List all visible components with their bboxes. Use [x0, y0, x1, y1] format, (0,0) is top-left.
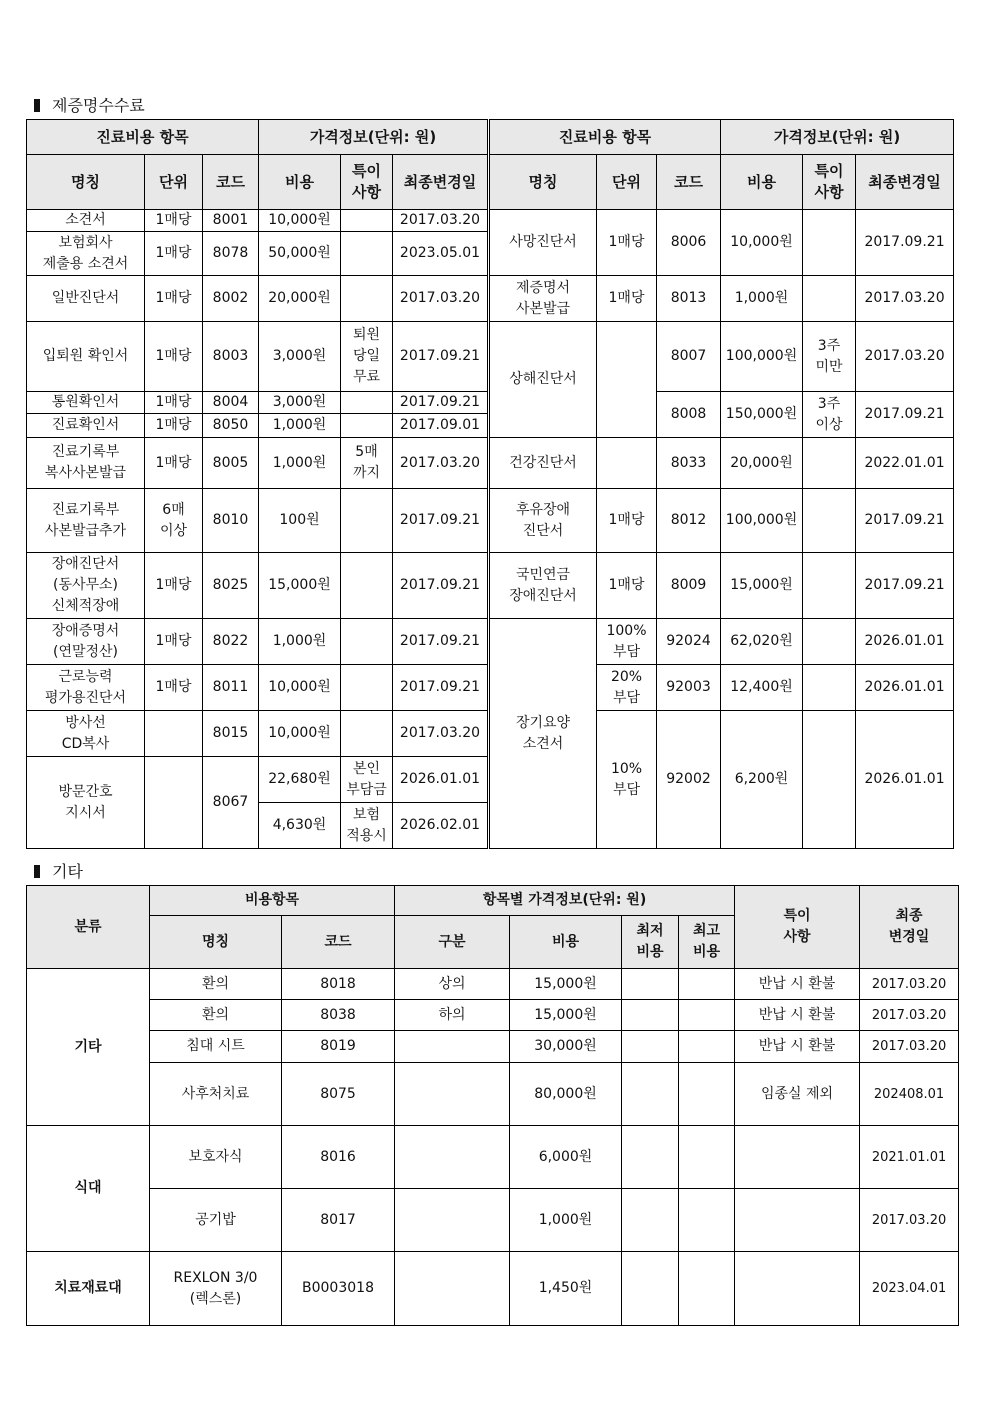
cell-note	[803, 210, 856, 276]
cell-code: 8006	[657, 210, 721, 276]
cell-cost: 6,200원	[721, 711, 803, 849]
cell-code: 8050	[203, 414, 259, 438]
cell-cost: 10,000원	[259, 210, 341, 232]
group-header-item: 진료비용 항목	[489, 120, 721, 155]
cell-date: 2017.03.20	[393, 438, 489, 489]
cell-code: 8012	[657, 489, 721, 553]
cell-note	[341, 392, 393, 414]
cell-code: 8016	[282, 1126, 395, 1189]
cell-date: 2026.01.01	[856, 619, 954, 665]
cell-code: 8005	[203, 438, 259, 489]
cell-name: 건강진단서	[489, 438, 597, 489]
cell-cost: 1,000원	[259, 619, 341, 665]
cell-cost: 6,000원	[510, 1126, 622, 1189]
cell-name: 장기요양 소견서	[489, 619, 597, 849]
col-header-name: 명칭	[27, 155, 145, 210]
group-header-price: 가격정보(단위: 원)	[721, 120, 954, 155]
cell-code: 8022	[203, 619, 259, 665]
cell-cost: 100,000원	[721, 489, 803, 553]
cell-type	[395, 1063, 510, 1126]
cell-type	[395, 1126, 510, 1189]
cell-date: 2017.09.21	[393, 619, 489, 665]
section-title-other: 기타	[34, 862, 83, 882]
cell-max	[679, 1252, 735, 1326]
cell-note	[803, 665, 856, 711]
cell-code: 8078	[203, 232, 259, 276]
cell-cost: 15,000원	[259, 553, 341, 619]
cell-code: 8004	[203, 392, 259, 414]
cell-code: 8001	[203, 210, 259, 232]
cell-unit: 1매당	[597, 553, 657, 619]
cell-name: 진료확인서	[27, 414, 145, 438]
cell-unit: 1매당	[145, 414, 203, 438]
cell-unit: 1매당	[145, 210, 203, 232]
cell-date: 2017.09.21	[393, 553, 489, 619]
cell-code: 92024	[657, 619, 721, 665]
cell-unit: 1매당	[597, 210, 657, 276]
cell-unit	[145, 711, 203, 757]
cell-cost: 150,000원	[721, 392, 803, 438]
cell-name: 환의	[150, 1000, 282, 1031]
cell-date: 2017.09.21	[393, 489, 489, 553]
cell-type	[395, 1031, 510, 1063]
cell-note	[341, 414, 393, 438]
cell-unit: 10% 부담	[597, 711, 657, 849]
cell-note	[735, 1126, 860, 1189]
cell-name: 소견서	[27, 210, 145, 232]
cell-date: 2017.03.20	[856, 276, 954, 322]
group-header-price: 항목별 가격정보(단위: 원)	[395, 886, 735, 916]
cell-date: 2017.03.20	[856, 322, 954, 392]
cell-code: 8010	[203, 489, 259, 553]
cell-note	[803, 711, 856, 849]
cell-unit: 1매당	[145, 553, 203, 619]
cell-date: 2026.02.01	[393, 803, 489, 849]
cell-note	[341, 232, 393, 276]
col-header-date: 최종변경일	[856, 155, 954, 210]
cell-name: 제증명서 사본발급	[489, 276, 597, 322]
cell-unit: 1매당	[145, 619, 203, 665]
cell-note: 반납 시 환불	[735, 1000, 860, 1031]
cell-note	[341, 276, 393, 322]
cell-note: 반납 시 환불	[735, 1031, 860, 1063]
cell-max	[679, 1031, 735, 1063]
cell-note: 5매 까지	[341, 438, 393, 489]
cell-max	[679, 969, 735, 1000]
cell-name: 진료기록부 복사사본발급	[27, 438, 145, 489]
col-header-type: 구분	[395, 916, 510, 969]
cell-name: 방사선 CD복사	[27, 711, 145, 757]
cell-unit: 1매당	[597, 276, 657, 322]
section-bullet-icon	[34, 865, 40, 878]
cell-min	[622, 1252, 679, 1326]
cell-cost: 1,450원	[510, 1252, 622, 1326]
cell-date: 2017.03.20	[860, 1189, 959, 1252]
cell-cost: 30,000원	[510, 1031, 622, 1063]
cell-note	[803, 489, 856, 553]
cell-cost: 22,680원	[259, 757, 341, 803]
cell-type: 하의	[395, 1000, 510, 1031]
cell-code: 8002	[203, 276, 259, 322]
cell-type	[395, 1189, 510, 1252]
cell-cost: 20,000원	[721, 438, 803, 489]
cell-cost: 10,000원	[259, 665, 341, 711]
cell-date: 2017.09.21	[856, 392, 954, 438]
certificate-fee-table	[26, 119, 954, 849]
col-header-date: 최종 변경일	[860, 886, 959, 969]
cell-code: 8067	[203, 757, 259, 849]
cell-date: 2017.03.20	[860, 1031, 959, 1063]
cell-unit: 100% 부담	[597, 619, 657, 665]
cell-code: 8013	[657, 276, 721, 322]
cell-unit: 1매당	[597, 489, 657, 553]
cell-name: 일반진단서	[27, 276, 145, 322]
group-header-price: 가격정보(단위: 원)	[259, 120, 489, 155]
cell-cost: 80,000원	[510, 1063, 622, 1126]
group-header-item: 진료비용 항목	[27, 120, 259, 155]
cell-code: 8033	[657, 438, 721, 489]
cell-unit: 1매당	[145, 438, 203, 489]
cell-min	[622, 1189, 679, 1252]
cell-max	[679, 1000, 735, 1031]
cell-date: 2017.03.20	[393, 210, 489, 232]
cell-min	[622, 1031, 679, 1063]
cell-note	[341, 665, 393, 711]
cell-cost: 1,000원	[259, 414, 341, 438]
cell-date: 2026.01.01	[856, 711, 954, 849]
cell-date: 2017.09.01	[393, 414, 489, 438]
cell-unit	[597, 438, 657, 489]
cell-name: 공기밥	[150, 1189, 282, 1252]
cell-date: 2017.09.21	[393, 665, 489, 711]
cell-date: 2017.09.21	[856, 489, 954, 553]
col-header-code: 코드	[203, 155, 259, 210]
cell-name: 통원확인서	[27, 392, 145, 414]
col-header-name: 명칭	[489, 155, 597, 210]
cell-code: 8018	[282, 969, 395, 1000]
cell-code: 8003	[203, 322, 259, 392]
cell-name: 입퇴원 확인서	[27, 322, 145, 392]
cell-unit: 1매당	[145, 276, 203, 322]
cell-cost: 10,000원	[721, 210, 803, 276]
cell-note: 보험 적용시	[341, 803, 393, 849]
cell-code: 92003	[657, 665, 721, 711]
col-header-min-cost: 최저 비용	[622, 916, 679, 969]
cell-type: 상의	[395, 969, 510, 1000]
col-header-note: 특이 사항	[341, 155, 393, 210]
cell-code: 8075	[282, 1063, 395, 1126]
cell-unit: 1매당	[145, 392, 203, 414]
cell-cost: 100원	[259, 489, 341, 553]
cell-code: 8038	[282, 1000, 395, 1031]
cell-date: 2017.03.20	[393, 711, 489, 757]
cell-cost: 15,000원	[510, 1000, 622, 1031]
cell-code: 8017	[282, 1189, 395, 1252]
cell-unit: 6매 이상	[145, 489, 203, 553]
cell-note	[341, 489, 393, 553]
cell-note	[735, 1189, 860, 1252]
cell-cost: 50,000원	[259, 232, 341, 276]
col-header-code: 코드	[282, 916, 395, 969]
cell-note	[803, 553, 856, 619]
cell-name: 후유장애 진단서	[489, 489, 597, 553]
cell-name: 국민연금 장애진단서	[489, 553, 597, 619]
cell-name: 사망진단서	[489, 210, 597, 276]
cell-note: 3주 미만	[803, 322, 856, 392]
col-header-note: 특이 사항	[735, 886, 860, 969]
cell-max	[679, 1189, 735, 1252]
cell-min	[622, 969, 679, 1000]
cell-code: B0003018	[282, 1252, 395, 1326]
cell-cost: 20,000원	[259, 276, 341, 322]
cell-note: 본인 부담금	[341, 757, 393, 803]
cell-name: 근로능력 평가용진단서	[27, 665, 145, 711]
cell-note	[341, 711, 393, 757]
section-title-fees: 제증명수수료	[34, 96, 145, 116]
cell-date: 2017.03.20	[860, 969, 959, 1000]
cell-min	[622, 1126, 679, 1189]
cell-code: 92002	[657, 711, 721, 849]
cell-min	[622, 1000, 679, 1031]
cell-name: 보험회사 제출용 소견서	[27, 232, 145, 276]
cell-name: 침대 시트	[150, 1031, 282, 1063]
cell-unit	[597, 322, 657, 438]
cell-code: 8019	[282, 1031, 395, 1063]
cell-cost: 1,000원	[259, 438, 341, 489]
cell-cost: 15,000원	[721, 553, 803, 619]
cell-note	[341, 619, 393, 665]
col-header-name: 명칭	[150, 916, 282, 969]
cell-note	[341, 553, 393, 619]
cell-note	[803, 619, 856, 665]
category-cell: 치료재료대	[27, 1252, 150, 1326]
col-header-category: 분류	[27, 886, 150, 969]
group-header-items: 비용항목	[150, 886, 395, 916]
cell-name: 진료기록부 사본발급추가	[27, 489, 145, 553]
cell-date: 2026.01.01	[393, 757, 489, 803]
cell-unit: 1매당	[145, 232, 203, 276]
cell-name: 장애진단서 (동사무소) 신체적장애	[27, 553, 145, 619]
cell-date: 2017.09.21	[856, 210, 954, 276]
cell-name: REXLON 3/0 (렉스론)	[150, 1252, 282, 1326]
cell-unit: 1매당	[145, 665, 203, 711]
cell-date: 2023.05.01	[393, 232, 489, 276]
cell-unit: 20% 부담	[597, 665, 657, 711]
cell-cost: 12,400원	[721, 665, 803, 711]
cell-name: 사후처치료	[150, 1063, 282, 1126]
cell-note: 3주 이상	[803, 392, 856, 438]
cell-name: 방문간호 지시서	[27, 757, 145, 849]
cell-code: 8008	[657, 392, 721, 438]
cell-cost: 3,000원	[259, 392, 341, 414]
cell-code: 8007	[657, 322, 721, 392]
cell-date: 2022.01.01	[856, 438, 954, 489]
col-header-max-cost: 최고 비용	[679, 916, 735, 969]
cell-code: 8015	[203, 711, 259, 757]
col-header-cost: 비용	[259, 155, 341, 210]
cell-cost: 10,000원	[259, 711, 341, 757]
cell-date: 2017.09.21	[393, 392, 489, 414]
cell-date: 2021.01.01	[860, 1126, 959, 1189]
col-header-date: 최종변경일	[393, 155, 489, 210]
cell-date: 2023.04.01	[860, 1252, 959, 1326]
cell-date: 2017.03.20	[393, 276, 489, 322]
cell-note: 퇴원 당일 무료	[341, 322, 393, 392]
col-header-cost: 비용	[510, 916, 622, 969]
cell-note	[341, 210, 393, 232]
cell-code: 8011	[203, 665, 259, 711]
cell-cost: 1,000원	[721, 276, 803, 322]
cell-note	[803, 276, 856, 322]
cell-date: 2026.01.01	[856, 665, 954, 711]
cell-cost: 1,000원	[510, 1189, 622, 1252]
cell-note: 반납 시 환불	[735, 969, 860, 1000]
cell-unit	[145, 757, 203, 849]
col-header-note: 특이 사항	[803, 155, 856, 210]
section-bullet-icon	[34, 99, 40, 112]
cell-date: 2017.03.20	[860, 1000, 959, 1031]
cell-name: 환의	[150, 969, 282, 1000]
cell-cost: 4,630원	[259, 803, 341, 849]
cell-code: 8009	[657, 553, 721, 619]
cell-max	[679, 1063, 735, 1126]
col-header-unit: 단위	[145, 155, 203, 210]
cell-name: 상해진단서	[489, 322, 597, 438]
cell-cost: 100,000원	[721, 322, 803, 392]
category-cell: 기타	[27, 969, 150, 1126]
cell-note	[803, 438, 856, 489]
cell-date: 202408.01	[860, 1063, 959, 1126]
cell-code: 8025	[203, 553, 259, 619]
cell-cost: 3,000원	[259, 322, 341, 392]
cell-name: 장애증명서 (연말정산)	[27, 619, 145, 665]
col-header-cost: 비용	[721, 155, 803, 210]
cell-name: 보호자식	[150, 1126, 282, 1189]
col-header-unit: 단위	[597, 155, 657, 210]
cell-max	[679, 1126, 735, 1189]
col-header-code: 코드	[657, 155, 721, 210]
category-cell: 식대	[27, 1126, 150, 1252]
other-fee-table	[26, 885, 959, 1326]
cell-unit: 1매당	[145, 322, 203, 392]
cell-date: 2017.09.21	[393, 322, 489, 392]
cell-min	[622, 1063, 679, 1126]
cell-note	[735, 1252, 860, 1326]
cell-cost: 62,020원	[721, 619, 803, 665]
cell-cost: 15,000원	[510, 969, 622, 1000]
cell-type	[395, 1252, 510, 1326]
cell-date: 2017.09.21	[856, 553, 954, 619]
cell-note: 임종실 제외	[735, 1063, 860, 1126]
